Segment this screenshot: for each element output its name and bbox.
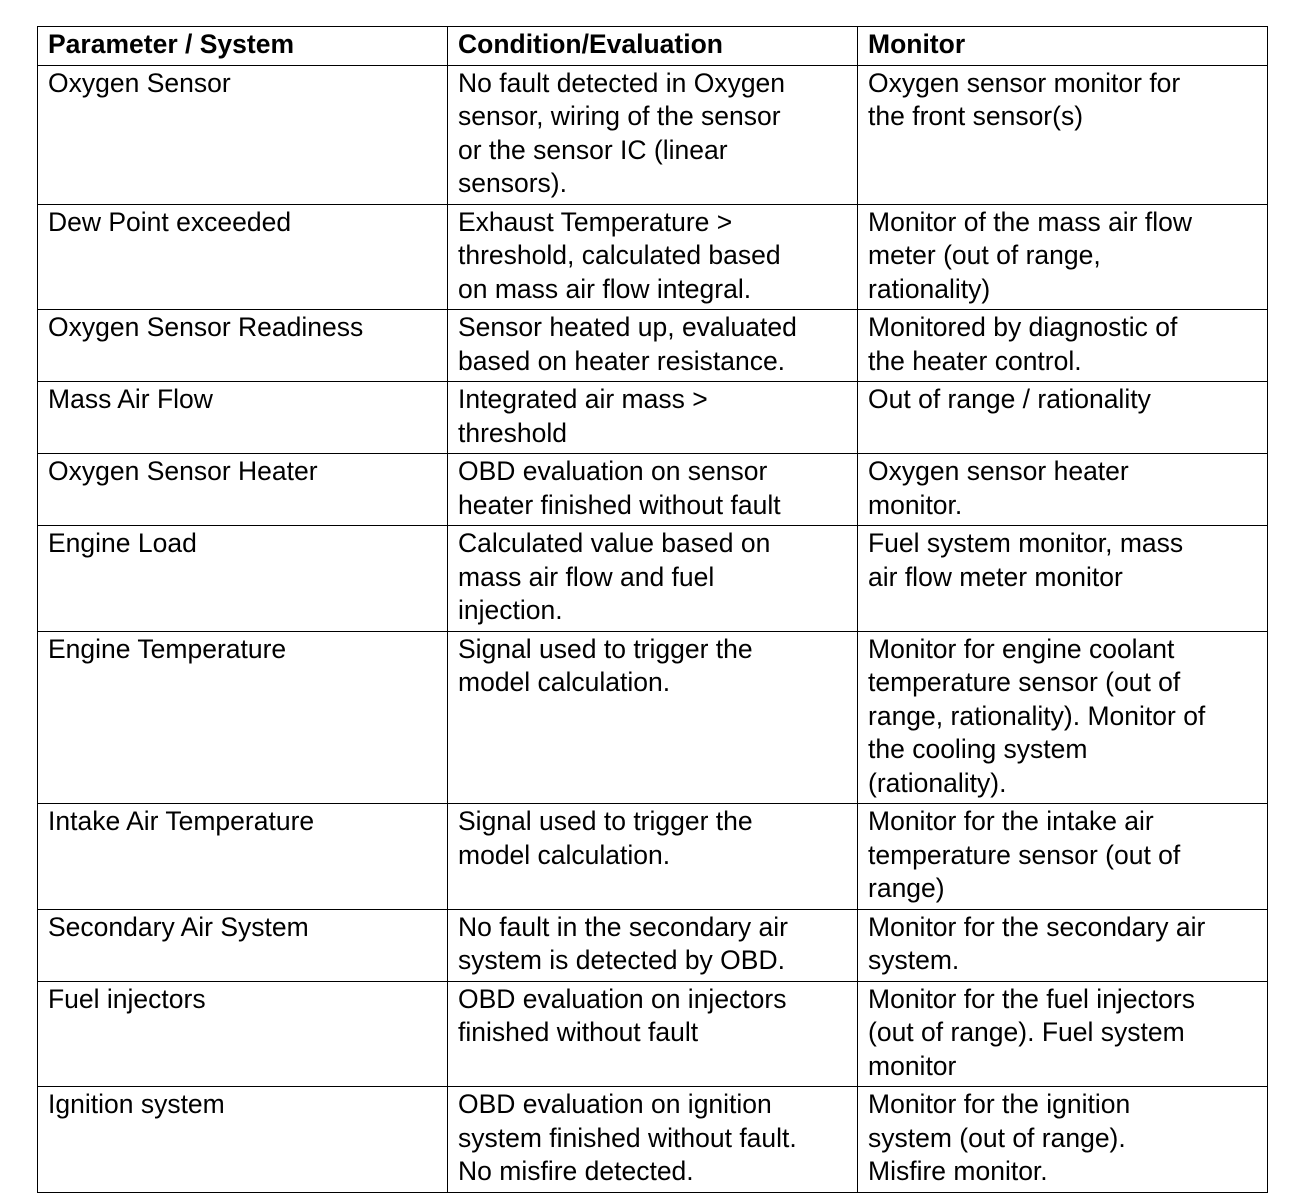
table-row — [38, 310, 1268, 382]
monitor-cell: Monitor for the fuel injectors (out of range). Fuel system monitor — [858, 981, 1268, 1087]
table-row — [38, 526, 1268, 632]
parameter-cell: Oxygen Sensor — [38, 65, 448, 204]
header-parameter-system: Parameter / System — [38, 27, 448, 66]
header-monitor: Monitor — [858, 27, 1268, 66]
table-row — [38, 981, 1268, 1087]
table-row — [38, 1087, 1268, 1193]
parameter-cell: Secondary Air System — [38, 909, 448, 981]
monitor-cell: Monitor of the mass air flow meter (out of range, rationality) — [858, 204, 1268, 310]
header-condition-evaluation: Condition/Evaluation — [448, 27, 858, 66]
parameter-cell: Oxygen Sensor Readiness — [38, 310, 448, 382]
parameter-cell: Mass Air Flow — [38, 382, 448, 454]
table-row — [38, 909, 1268, 981]
table-row — [38, 631, 1268, 804]
condition-cell: OBD evaluation on sensor heater finished without fault — [448, 454, 858, 526]
parameter-cell: Dew Point exceeded — [38, 204, 448, 310]
monitor-cell: Oxygen sensor heater monitor. — [858, 454, 1268, 526]
table-row — [38, 382, 1268, 454]
table-header-row — [38, 27, 1268, 66]
condition-cell: Signal used to trigger the model calculation. — [448, 804, 858, 910]
parameter-cell: Engine Load — [38, 526, 448, 632]
parameter-cell: Oxygen Sensor Heater — [38, 454, 448, 526]
monitor-cell: Monitor for the ignition system (out of range). Misfire monitor. — [858, 1087, 1268, 1193]
table-row — [38, 65, 1268, 204]
condition-cell: OBD evaluation on injectors finished without fault — [448, 981, 858, 1087]
table-row — [38, 454, 1268, 526]
parameter-cell: Intake Air Temperature — [38, 804, 448, 910]
table-row — [38, 204, 1268, 310]
monitor-cell: Fuel system monitor, mass air flow meter monitor — [858, 526, 1268, 632]
condition-cell: OBD evaluation on ignition system finished without fault. No misfire detected. — [448, 1087, 858, 1193]
monitor-cell: Oxygen sensor monitor for the front sensor(s) — [858, 65, 1268, 204]
table-row — [38, 804, 1268, 910]
condition-cell: Sensor heated up, evaluated based on heater resistance. — [448, 310, 858, 382]
parameter-cell: Fuel injectors — [38, 981, 448, 1087]
obd-parameter-table — [37, 26, 1268, 1193]
condition-cell: Calculated value based on mass air flow and fuel injection. — [448, 526, 858, 632]
condition-cell: Exhaust Temperature > threshold, calculated based on mass air flow integral. — [448, 204, 858, 310]
condition-cell: No fault in the secondary air system is detected by OBD. — [448, 909, 858, 981]
condition-cell: Integrated air mass > threshold — [448, 382, 858, 454]
monitor-cell: Out of range / rationality — [858, 382, 1268, 454]
parameter-cell: Engine Temperature — [38, 631, 448, 804]
monitor-cell: Monitor for engine coolant temperature sensor (out of range, rationality). Monitor of the cooling system (rationality). — [858, 631, 1268, 804]
monitor-cell: Monitor for the intake air temperature sensor (out of range) — [858, 804, 1268, 910]
condition-cell: No fault detected in Oxygen sensor, wiring of the sensor or the sensor IC (linear sensors). — [448, 65, 858, 204]
monitor-cell: Monitored by diagnostic of the heater control. — [858, 310, 1268, 382]
parameter-cell: Ignition system — [38, 1087, 448, 1193]
condition-cell: Signal used to trigger the model calculation. — [448, 631, 858, 804]
monitor-cell: Monitor for the secondary air system. — [858, 909, 1268, 981]
